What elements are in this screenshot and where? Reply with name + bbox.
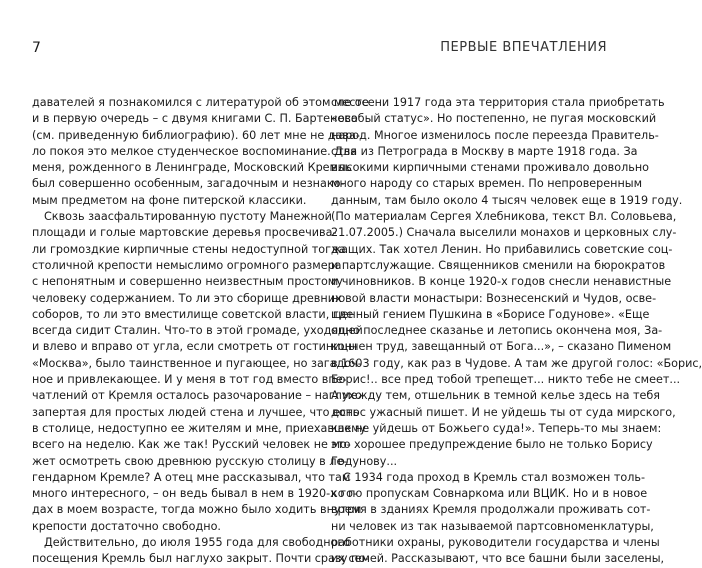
text-line: жет осмотреть свою древнюю русскую столицу в ле-	[32, 454, 348, 468]
text-line: сле осени 1917 года эта территория стала приобретать	[331, 96, 665, 109]
text-line: ное и привлекающее. И у меня в тот год вместо впе-	[32, 373, 347, 387]
text-line: меня, рожденного в Ленинграде, Московский Кремль	[32, 161, 352, 175]
text-line: дах в моем возрасте, тогда можно было ходить внутри	[32, 503, 362, 517]
text-line: запертая для простых людей стена и лучшее, что есть	[32, 405, 360, 419]
text-line: человеку содержанием. То ли это сборище древних	[32, 291, 342, 305]
text-line: донос ужасный пишет. И не уйдешь ты от суда мирского,	[331, 405, 676, 419]
text-line: Годунову...	[331, 454, 398, 468]
text-line: время в зданиях Кремля продолжали проживать сот-	[331, 503, 651, 517]
text-line: крепости достаточно свободно.	[32, 519, 221, 533]
text-line: новой власти монастыри: Вознесенский и Чудов, осве-	[331, 291, 657, 305]
text-line: С 1934 года проход в Кремль стал возможен толь-	[343, 470, 645, 484]
text-line: в 1603 году, как раз в Чудове. А там же другой голос: «Борис,	[331, 356, 702, 370]
text-line: всегда сидит Сталин. Что-то в этой громаде, уходящей	[32, 324, 363, 338]
text-line: работники охраны, руководители государства и члены	[331, 536, 660, 550]
page-number: 7	[32, 40, 41, 56]
text-line: «особый статус». Но постепенно, не пугая московский	[331, 112, 657, 126]
right-text-column	[331, 95, 702, 568]
text-line: был совершенно особенным, загадочным и незнако-	[32, 177, 345, 191]
text-line: и партслужащие. Священников сменили на бюрократов	[331, 258, 666, 272]
text-line: щенный гением Пушкина в «Борисе Годунове». «Еще	[331, 307, 650, 321]
text-line: кончен труд, завещанный от Бога...», – сказано Пименом	[331, 340, 672, 354]
text-line: высокими кирпичными стенами проживало довольно	[331, 161, 649, 175]
text-line: данным, там было около 4 тысяч человек еще в 1919 году.	[331, 193, 683, 207]
text-line: всего на неделю. Как же так! Русский человек не мо-	[32, 438, 351, 452]
text-line: народ. Многое изменилось после переезда Правитель-	[331, 128, 659, 142]
text-line: соборов, то ли это вместилище советской власти, где	[32, 307, 354, 321]
text-line: чатлений от Кремля осталось разочарование – наглухо	[32, 389, 362, 403]
text-line: мым предметом на фоне питерской классики.	[32, 193, 307, 207]
text-line: и в первую очередь – с двумя книгами С. П. Бартенева	[32, 112, 358, 126]
text-line: и чиновников. В конце 1920-х годов снесли ненавистные	[331, 275, 672, 289]
text-line: Борис!.. все пред тобой трепещет... никто тебе не смеет...	[331, 373, 681, 387]
text-line: давателей я познакомился с литературой об этом месте	[32, 96, 369, 109]
text-line: ства из Петрограда в Москву в марте 1918 года. За	[331, 144, 638, 158]
text-line: ни человек из так называемой партсовноменклатуры,	[331, 519, 654, 533]
text-line: и влево и вправо от угла, если смотреть от гостиницы	[32, 340, 357, 354]
text-line: много народу со старых времен. По непроверенным	[331, 177, 643, 191]
text-line: (По материалам Сергея Хлебникова, текст Вл. Соловьева,	[331, 210, 677, 224]
text-line: «Москва», было таинственное и пугающее, но загадоч-	[32, 356, 362, 370]
text-line: (см. приведенную библиографию). 60 лет мне не дава-	[32, 128, 360, 142]
text-line: в столице, недоступно ее жителям и мне, приехавшему	[32, 421, 367, 435]
text-line: Действительно, до июля 1955 года для свободного	[44, 536, 351, 550]
text-line: гендарном Кремле? А отец мне рассказывал, что там	[32, 470, 351, 484]
text-line: это хорошее предупреждение было не только Борису	[331, 438, 653, 452]
text-line: А между тем, отшельник в темной келье здесь на тебя	[331, 389, 661, 403]
text-line: столичной крепости немыслимо огромного размера	[32, 258, 342, 272]
text-line: много интересного, – он ведь бывал в нем в 1920-х го-	[32, 487, 358, 501]
running-head: ПЕРВЫЕ ВПЕЧАТЛЕНИЯ	[440, 40, 607, 55]
text-line: одно последнее сказанье и летопись окончена моя, За-	[331, 324, 663, 338]
text-line: жащих. Так хотел Ленин. Но прибавились советские соц-	[331, 242, 673, 256]
text-line: 21.07.2005.) Сначала выселили монахов и церковных слу-	[331, 226, 677, 240]
text-line: их семей. Рассказывают, что все башни были заселены,	[331, 552, 665, 566]
text-line: Сквозь заасфальтированную пустоту Манежной	[44, 210, 332, 224]
text-line: как не уйдешь от Божьего суда!». Теперь-то мы знаем:	[331, 421, 662, 435]
text-line: ко по пропускам Совнаркома или ВЦИК. Но и в новое	[331, 487, 648, 501]
text-line: посещения Кремль был наглухо закрыт. Почти сразу по-	[32, 552, 370, 566]
text-line: ло покоя это мелкое студенческое воспоминание. Для	[32, 144, 357, 158]
text-line: площади и голые мартовские деревья просвечива-	[32, 226, 337, 240]
text-line: с непонятным и совершенно неизвестным простому	[32, 275, 343, 289]
text-line: ли громоздкие кирпичные стены недоступной тогда	[32, 242, 346, 256]
